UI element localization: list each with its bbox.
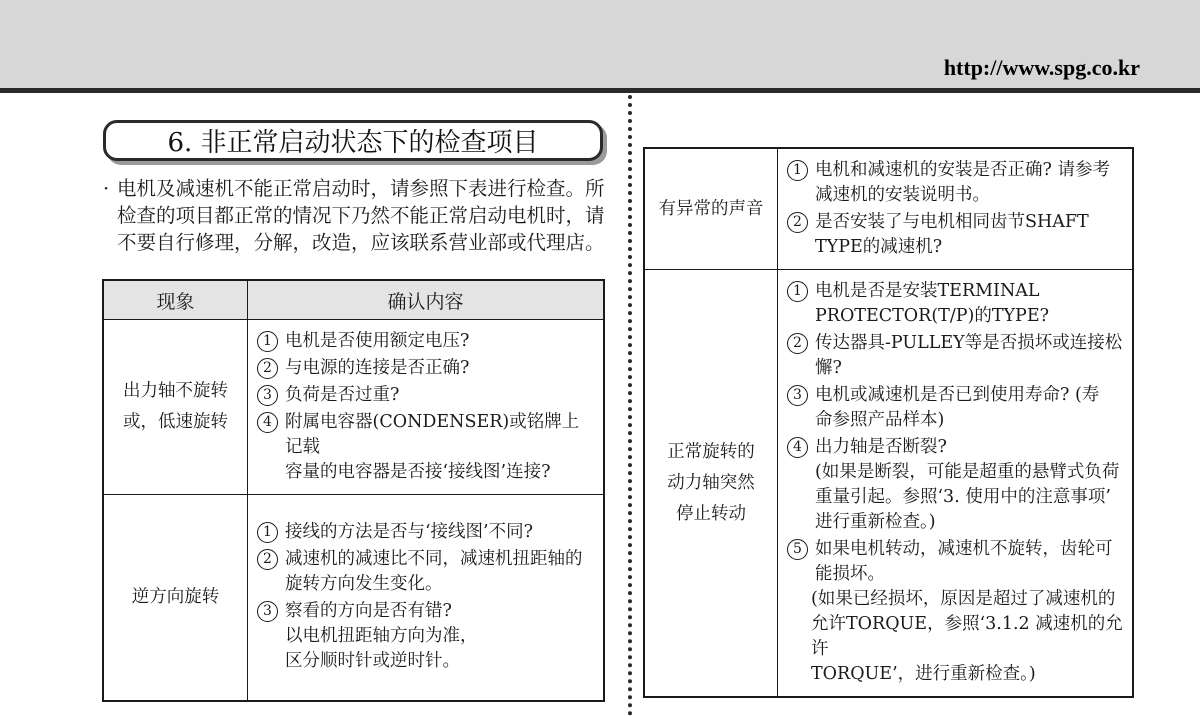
table-row	[103, 320, 604, 495]
phenomenon-cell	[644, 148, 778, 270]
table-row	[644, 270, 1133, 698]
check-item-text: 电机或减速机是否已到使用寿命? (寿	[815, 385, 1100, 405]
check-item	[257, 547, 596, 597]
check-item	[787, 158, 1125, 208]
check-item-text: 重量引起。参照‘3. 使用中的注意事项’	[815, 487, 1111, 507]
check-note-text: 允许TORQUE，参照‘3.1.2 减速机的允许	[811, 614, 1123, 659]
check-content-cell	[778, 148, 1134, 270]
left-check-table	[102, 279, 605, 702]
check-item-text: 出力轴是否断裂?	[815, 437, 947, 457]
check-item	[787, 537, 1125, 687]
check-item-text: 传达器具-PULLEY等是否损坏或连接松	[815, 333, 1123, 353]
check-item-text: 电机是否是安装TERMINAL	[815, 281, 1040, 301]
phenomenon-line: 停止转动	[676, 503, 746, 524]
check-note-text: (如果已经损坏，原因是超过了减速机的	[811, 589, 1116, 609]
check-item-text: 察看的方向是否有错?	[285, 601, 452, 622]
circled-number: 2	[257, 549, 278, 570]
circled-number: 2	[257, 358, 278, 379]
header-check-content: 确认内容	[248, 280, 605, 320]
check-item	[257, 410, 596, 485]
phenomenon-line: 逆方向旋转	[131, 586, 220, 607]
check-item-text: 进行重新检查。)	[815, 512, 936, 532]
check-item-text: 与电源的连接是否正确?	[285, 358, 470, 378]
check-content-cell	[248, 495, 605, 701]
check-item-text: (如果是断裂，可能是超重的悬臂式负荷	[815, 462, 1120, 482]
check-item	[257, 356, 596, 381]
check-item	[257, 599, 596, 674]
check-item-text: 接线的方法是否与‘接线图’不同?	[285, 522, 534, 543]
phenomenon-line: 有异常的声音	[658, 198, 764, 219]
intro-bullet: ·	[103, 177, 110, 200]
check-item-text: 如果电机转动，减速机不旋转，齿轮可	[815, 539, 1113, 559]
circled-number: 1	[257, 331, 278, 352]
check-item-text: PROTECTOR(T/P)的TYPE?	[815, 306, 1049, 326]
table-row	[644, 148, 1133, 270]
right-check-table	[643, 147, 1134, 698]
check-item-text: 附属电容器(CONDENSER)或铭牌上记载	[285, 412, 580, 457]
check-item-text: 旋转方向发生变化。	[285, 574, 443, 595]
phenomenon-cell	[644, 270, 778, 698]
table-row	[103, 495, 604, 701]
check-item	[787, 331, 1125, 381]
circled-number: 2	[787, 333, 808, 354]
check-item	[787, 279, 1125, 329]
phenomenon-line: 动力轴突然	[667, 472, 755, 493]
check-item-text: 能损坏。	[815, 564, 885, 584]
header-phenomenon: 现象	[103, 280, 248, 320]
circled-number: 1	[787, 160, 808, 181]
circled-number: 1	[787, 281, 808, 302]
circled-number: 5	[787, 539, 808, 560]
check-item	[257, 383, 596, 408]
phenomenon-line: 出力轴不旋转	[123, 381, 228, 401]
check-item-text: TYPE的减速机?	[815, 237, 943, 257]
check-item	[787, 210, 1125, 260]
circled-number: 1	[257, 522, 278, 543]
section-title: 6. 非正常启动状态下的检查项目	[103, 120, 603, 161]
circled-number: 4	[787, 437, 808, 458]
column-divider	[628, 95, 632, 716]
circled-number: 3	[257, 385, 278, 406]
circled-number: 3	[787, 385, 808, 406]
intro-text: 电机及减速机不能正常启动时，请参照下表进行检查。所检查的项目都正常的情况下乃然不能正常启动电机时，请不要自行修理，分解，改造，应该联系营业部或代理店。	[117, 177, 605, 254]
check-item	[257, 329, 596, 354]
check-item-text: 命参照产品样本)	[815, 410, 945, 430]
check-item-text: 减速机的减速比不同，减速机扭距轴的	[285, 549, 583, 570]
check-note-text: TORQUE’，进行重新检查。)	[811, 664, 1036, 684]
table-header-row	[103, 280, 604, 320]
phenomenon-cell	[103, 495, 248, 701]
check-item-text: 容量的电容器是否接‘接线图’连接?	[285, 462, 551, 482]
check-content-cell	[248, 320, 605, 495]
circled-number: 3	[257, 601, 278, 622]
check-item-text: 减速机的安装说明书。	[815, 185, 990, 205]
check-item	[257, 520, 596, 545]
intro-paragraph	[103, 175, 613, 256]
check-item	[787, 435, 1125, 535]
header-url[interactable]: http://www.spg.co.kr	[943, 55, 1140, 80]
check-item-text: 是否安装了与电机相同齿节SHAFT	[815, 212, 1089, 232]
check-item-text: 电机是否使用额定电压?	[285, 331, 470, 351]
circled-number: 4	[257, 412, 278, 433]
check-item-text: 懈?	[815, 358, 842, 378]
check-item-text: 电机和减速机的安装是否正确? 请参考	[815, 160, 1110, 180]
check-content-cell	[778, 270, 1134, 698]
header-rule	[0, 88, 1200, 93]
phenomenon-cell	[103, 320, 248, 495]
check-item	[787, 383, 1125, 433]
check-item-text: 以电机扭距轴方向为准，	[285, 626, 478, 647]
phenomenon-line: 或，低速旋转	[123, 412, 228, 432]
check-item-text: 区分顺时针或逆时针。	[285, 651, 460, 672]
circled-number: 2	[787, 212, 808, 233]
phenomenon-line: 正常旋转的	[667, 441, 755, 462]
check-item-text: 负荷是否过重?	[285, 385, 400, 405]
